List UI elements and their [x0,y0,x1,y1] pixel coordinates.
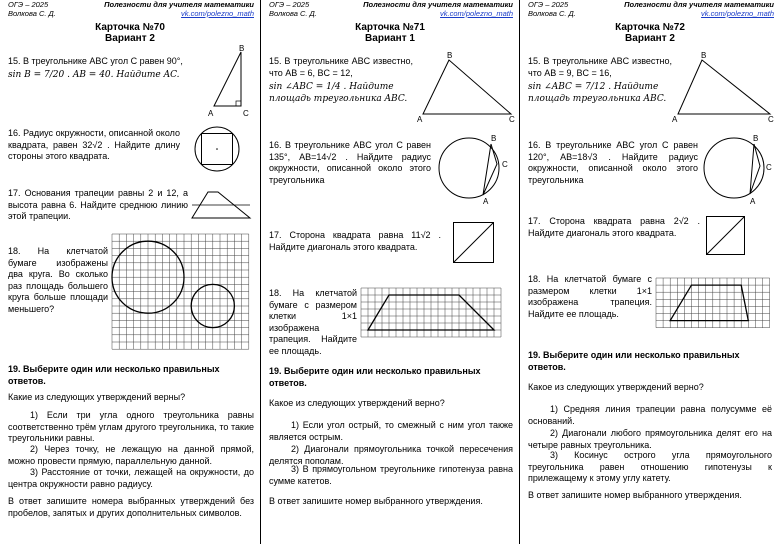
task-15-line1: 15. В треугольнике ABC известно, что AB = 9, BC = 16, [528,56,672,78]
right-triangle-figure [206,44,256,120]
card-title [0,22,260,44]
task-17: 17. Сторона квадрата равна 2√2 . Найдите диагональ этого квадрата. [528,216,700,238]
header-author: Волкова С. Д. [8,9,56,18]
vertex-label-c: C [768,115,774,124]
vertex-label-b: B [239,44,245,53]
task-16: 16. Радиус окружности, описанной около квадрата, равен 32√2 . Найдите длину стороны этого квадрата. [8,128,180,161]
task-19-statement-1: 1) Средняя линия трапеции равна полусумме её оснований. [528,404,772,426]
triangle-shape [423,60,511,114]
task-19-title: 19. Выберите один или несколько правильных ответов. [528,350,740,372]
square-diagonal-figure [449,218,499,268]
circumcircle [439,138,499,198]
inscribed-triangle-figure [433,130,515,206]
task-15-line2: sin ∠ABC = 1/4 . Найдите площадь треугольника ABC. [269,82,408,104]
card-70 [0,0,260,544]
task-19-title: 19. Выберите один или несколько правильных ответов. [8,364,220,386]
right-angle-mark [236,101,241,106]
card-title [261,22,519,44]
task-19-statement-1: 1) Если угол острый, то смежный с ним угол также является острым. [269,420,513,442]
task-19-statement-3: 3) В прямоугольном треугольнике гипотенуза равна сумме катетов. [269,464,513,486]
card-72 [519,0,780,544]
header-exam: ОГЭ – 2025 [528,0,569,9]
task-19-title: 19. Выберите один или несколько правильных ответов. [269,366,481,388]
vertex-label-a: A [483,197,489,206]
header-link[interactable]: vk.com/polezno_math [701,9,774,18]
header-tagline: Полезности для учителя математики [363,0,513,9]
vertex-label-a: A [750,197,756,206]
header-author: Волкова С. Д. [269,9,317,18]
task-19-statement-2: 2) Через точку, не лежащую на данной прямой, можно провести прямую, параллельную данной. [8,444,254,466]
card-variant: Вариант 2 [625,33,675,44]
task-19-statement-1: 1) Если три угла одного треугольника равны соответственно трём углам другого треугольника, то такие треугольники равны. [8,410,254,443]
diagonal [454,223,494,263]
card-header [8,0,254,22]
vertex-label-b: B [701,51,707,60]
task-19-question: Какие из следующих утверждений верны? [8,392,186,402]
task-15-line1: 15. В треугольнике ABC известно, что AB = 6, BC = 12, [269,56,413,78]
center-point [216,148,218,150]
task-16: 16. В треугольнике ABC угол C равен 135°, AB=14√2 . Найдите радиус окружности, описанной около этого треугольника [269,140,431,185]
grid-trapezoid-figure [654,276,776,336]
vertex-label-a: A [417,115,423,124]
card-variant: Вариант 2 [105,33,155,44]
vertex-label-a: A [208,109,214,118]
task-17: 17. Основания трапеции равны 2 и 12, а высота равна 6. Найдите среднюю линию этой трапеции. [8,188,188,221]
card-variant: Вариант 1 [365,33,415,44]
task-15-line2: sin ∠ABC = 7/12 . Найдите площадь треугольника ABC. [528,82,667,104]
vertex-label-b: B [447,51,453,60]
square-diagonal-figure [702,212,750,260]
header-link[interactable]: vk.com/polezno_math [440,9,513,18]
trapezoid-figure [188,188,254,222]
task-19-question: Какое из следующих утверждений верно? [528,382,704,392]
task-18: 18. На клетчатой бумаге изображены два круга. Во сколько раз площадь большего круга больше площади меньшего? [8,246,108,314]
vertex-label-c: C [509,115,515,124]
card-71 [260,0,519,544]
triangle-shape [678,60,770,114]
triangle-abc-figure [672,50,776,124]
card-number: Карточка №72 [615,22,685,33]
vertex-label-a: A [672,115,678,124]
triangle-abc-figure [415,50,517,124]
task-15-line2: sin B = 7/20 . AB = 40. Найдите AC. [8,70,180,80]
vertex-label-c: C [766,163,772,172]
task-19-question: Какое из следующих утверждений верно? [269,398,445,408]
trapezoid-shape [670,285,748,321]
task-17: 17. Сторона квадрата равна 11√2 . Найдите диагональ этого квадрата. [269,230,441,252]
diagonal [707,217,745,255]
vertex-label-b: B [491,134,497,143]
card-header [269,0,513,22]
task-19-statement-2: 2) Диагонали прямоугольника точкой пересечения делятся пополам. [269,444,513,466]
grid-trapezoid-figure [359,286,509,346]
task-18: 18. На клетчатой бумаге с размером клетки 1×1 изображена трапеция. Найдите ее площадь. [528,274,652,319]
vertex-label-b: B [753,134,759,143]
inscribed-square-figure [192,124,242,174]
task-19-answer-instruction: В ответ запишите номер выбранного утверждения. [528,490,742,500]
header-exam: ОГЭ – 2025 [8,0,49,9]
task-18: 18. На клетчатой бумаге с размером клетки 1×1 изображена трапеция. Найдите ее площадь. [269,288,357,356]
vertex-label-c: C [502,160,508,169]
header-tagline: Полезности для учителя математики [624,0,774,9]
task-19-answer-instruction: В ответ запишите номера выбранных утверждений без пробелов, запятых и других дополнительных символов. [8,496,254,518]
task-19-statement-3: 3) Косинус острого угла прямоугольного треугольника равен отношению гипотенузы к прилежащему к этому углу катету. [528,450,772,483]
card-number: Карточка №71 [355,22,425,33]
task-19-answer-instruction: В ответ запишите номер выбранного утверждения. [269,496,483,506]
vertex-label-c: C [243,109,249,118]
card-title [520,22,780,44]
header-link[interactable]: vk.com/polezno_math [181,9,254,18]
card-number: Карточка №70 [95,22,165,33]
task-19-statement-3: 3) Расстояние от точки, лежащей на окружности, до центра окружности равно радиусу. [8,467,254,489]
triangle-shape [483,144,497,195]
card-header [528,0,774,22]
header-author: Волкова С. Д. [528,9,576,18]
task-15-line1: 15. В треугольнике ABC угол C равен 90°, [8,56,183,66]
header-exam: ОГЭ – 2025 [269,0,310,9]
task-19-statement-2: 2) Диагонали любого прямоугольника делят его на четыре равных треугольника. [528,428,772,450]
inscribed-triangle-figure [700,130,778,206]
header-tagline: Полезности для учителя математики [104,0,254,9]
triangle-shape [214,52,241,106]
grid-two-circles-figure [108,232,256,354]
task-16: 16. В треугольнике ABC угол C равен 120°, AB=18√3 . Найдите радиус окружности, описанной около этого треугольника [528,140,698,185]
